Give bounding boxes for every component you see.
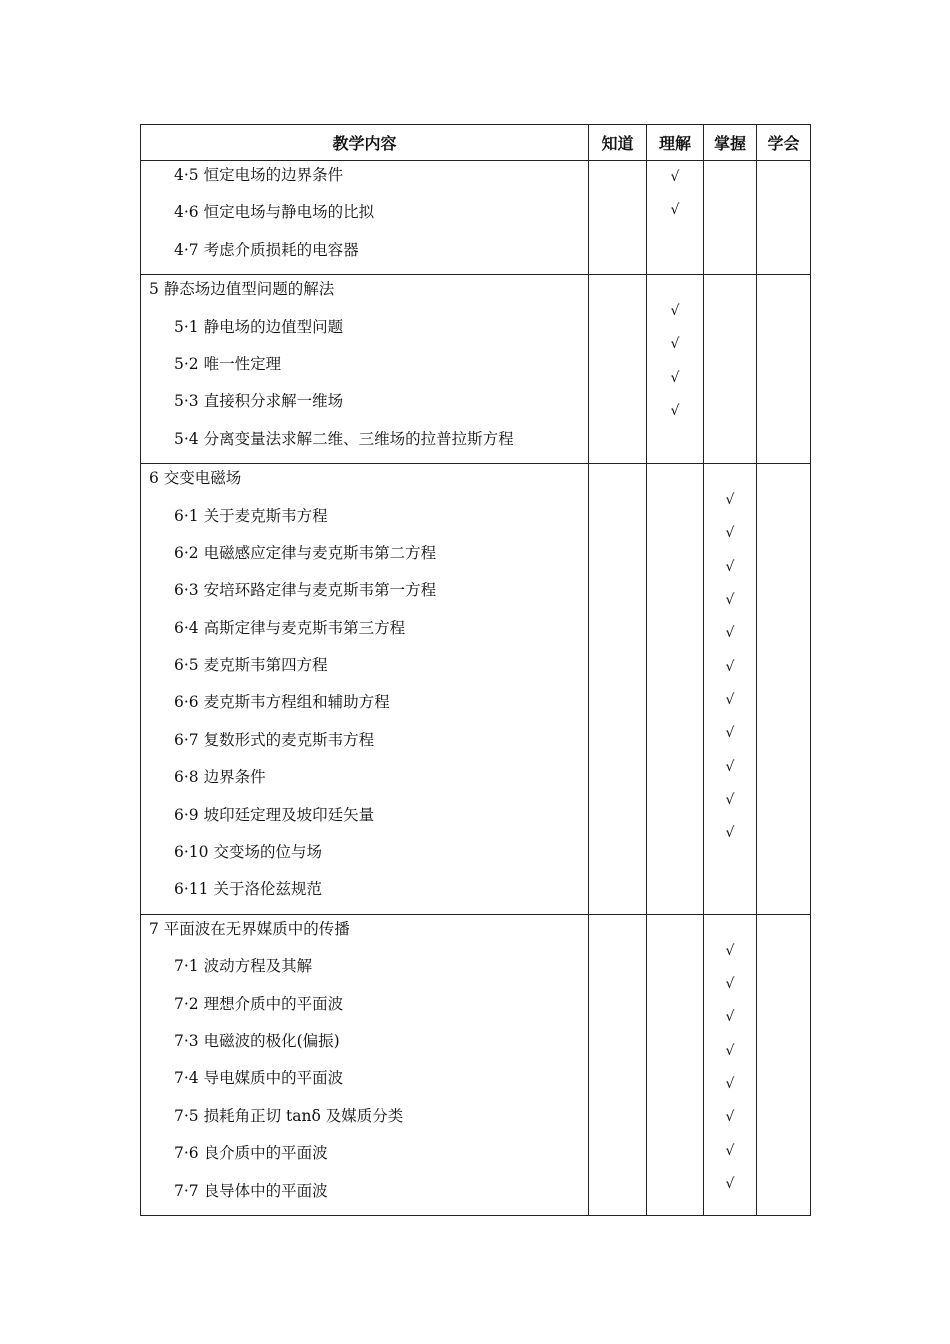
table-body: [141, 161, 811, 1216]
section-item: 7·3 电磁波的极化(偏振): [174, 1031, 340, 1050]
table-row: [141, 275, 811, 464]
table-row: [141, 914, 811, 1215]
level-cell-learn: [757, 161, 811, 275]
check-mark-icon: √: [725, 725, 735, 742]
check-mark-icon: √: [725, 525, 735, 542]
check-mark-icon: √: [725, 625, 735, 642]
check-mark-icon: √: [670, 336, 680, 353]
level-cell-master: [704, 464, 757, 915]
check-mark-icon: √: [725, 1142, 735, 1159]
section-item: 6·10 交变场的位与场: [174, 843, 322, 862]
check-mark-icon: √: [725, 1009, 735, 1026]
check-mark-icon: √: [725, 1109, 735, 1126]
check-mark-icon: √: [725, 976, 735, 993]
level-cell-understand: [647, 161, 704, 275]
content-cell: [141, 161, 589, 275]
level-cell-know: [589, 161, 647, 275]
section-item: 7·2 理想介质中的平面波: [174, 994, 344, 1013]
section-item: 4·7 考虑介质损耗的电容器: [174, 240, 359, 259]
chapter-title: 6 交变电磁场: [149, 469, 242, 488]
section-item: 6·1 关于麦克斯韦方程: [174, 506, 328, 525]
check-mark-icon: √: [670, 303, 680, 320]
check-mark-icon: √: [725, 658, 735, 675]
syllabus-table: [140, 124, 811, 1216]
level-cell-master: [704, 275, 757, 464]
section-item: 7·5 损耗角正切 tanδ 及媒质分类: [174, 1106, 404, 1125]
chapter-title: 5 静态场边值型问题的解法: [149, 280, 335, 299]
table-row: [141, 161, 811, 275]
section-item: 7·6 良介质中的平面波: [174, 1144, 328, 1163]
level-cell-learn: [757, 464, 811, 915]
section-item: 6·3 安培环路定律与麦克斯韦第一方程: [174, 581, 437, 600]
section-item: 4·6 恒定电场与静电场的比拟: [174, 203, 375, 222]
check-mark-icon: √: [725, 791, 735, 808]
level-cell-learn: [757, 914, 811, 1215]
check-mark-icon: √: [725, 1042, 735, 1059]
check-mark-icon: √: [725, 691, 735, 708]
level-cell-know: [589, 464, 647, 915]
section-item: 4·5 恒定电场的边界条件: [174, 166, 344, 184]
check-mark-icon: √: [725, 592, 735, 609]
header-know: 知道: [589, 125, 647, 161]
check-mark-icon: √: [725, 492, 735, 509]
section-item: 6·5 麦克斯韦第四方程: [174, 656, 328, 675]
chapter-title: 7 平面波在无界媒质中的传播: [149, 919, 350, 938]
check-mark-icon: √: [725, 1175, 735, 1192]
check-mark-icon: √: [725, 942, 735, 959]
check-mark-icon: √: [670, 403, 680, 420]
content-cell: [141, 275, 589, 464]
content-cell: [141, 464, 589, 915]
table-row: [141, 464, 811, 915]
section-item: 7·7 良导体中的平面波: [174, 1181, 328, 1200]
check-mark-icon: √: [725, 825, 735, 842]
section-item: 6·4 高斯定律与麦克斯韦第三方程: [174, 618, 406, 637]
header-understand: 理解: [647, 125, 704, 161]
header-row: [141, 125, 811, 161]
header-learn: 学会: [757, 125, 811, 161]
content-cell: [141, 914, 589, 1215]
section-item: 5·3 直接积分求解一维场: [174, 392, 344, 411]
level-cell-master: [704, 161, 757, 275]
section-item: 7·4 导电媒质中的平面波: [174, 1069, 344, 1088]
section-item: 6·11 关于洛伦兹规范: [174, 880, 322, 899]
check-mark-icon: √: [725, 758, 735, 775]
section-item: 5·4 分离变量法求解二维、三维场的拉普拉斯方程: [174, 429, 514, 448]
section-item: 6·2 电磁感应定律与麦克斯韦第二方程: [174, 543, 437, 562]
level-cell-know: [589, 914, 647, 1215]
level-cell-master: [704, 914, 757, 1215]
header-content: 教学内容: [141, 125, 589, 161]
check-mark-icon: √: [670, 202, 680, 219]
section-item: 6·8 边界条件: [174, 768, 266, 787]
level-cell-learn: [757, 275, 811, 464]
check-mark-icon: √: [725, 1076, 735, 1092]
level-cell-understand: [647, 275, 704, 464]
level-cell-know: [589, 275, 647, 464]
section-item: 6·9 坡印廷定理及坡印廷矢量: [174, 805, 375, 824]
check-mark-icon: √: [725, 558, 735, 575]
level-cell-understand: [647, 914, 704, 1215]
section-item: 7·1 波动方程及其解: [174, 957, 313, 976]
section-item: 6·7 复数形式的麦克斯韦方程: [174, 730, 375, 749]
level-cell-understand: [647, 464, 704, 915]
check-mark-icon: √: [670, 369, 680, 386]
header-master: 掌握: [704, 125, 757, 161]
section-item: 5·2 唯一性定理: [174, 354, 282, 373]
check-mark-icon: √: [670, 169, 680, 185]
section-item: 6·6 麦克斯韦方程组和辅助方程: [174, 693, 390, 712]
section-item: 5·1 静电场的边值型问题: [174, 317, 344, 336]
